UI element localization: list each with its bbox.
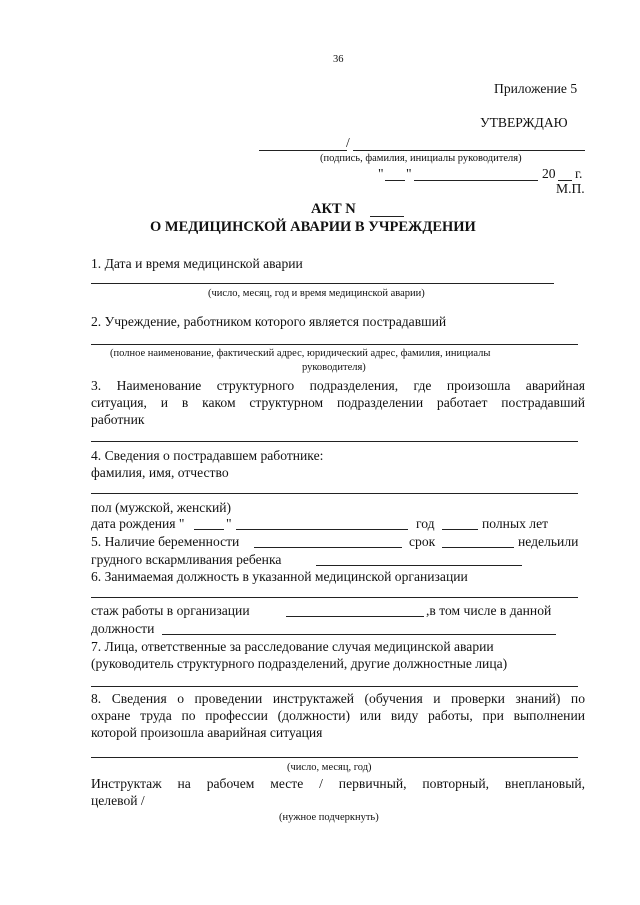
pregnancy-line [254,547,402,548]
section-7-line-1: 7. Лица, ответственные за расследование случая медицинской аварии [91,639,494,654]
date-month-line [414,180,538,181]
section-6-exp-label: стаж работы в организации [91,603,250,618]
name-line [353,150,585,151]
section-2-label: 2. Учреждение, работником которого является пострадавший [91,314,447,329]
signature-slash: / [346,135,350,150]
section-5-breastfeeding: грудного вскармливания ребенка [91,552,282,567]
section-4-birth-label: дата рождения " [91,516,185,531]
breastfeeding-line [316,565,522,566]
section-8-line-1: 8. Сведения о проведении инструктажей (обучения и проверки знаний) по [91,691,585,706]
section-4-birth-close: " [226,516,232,531]
signature-caption: (подпись, фамилия, инициалы руководителя) [320,153,522,164]
section-1-caption: (число, месяц, год и время медицинской аварии) [208,288,425,299]
section-8-line-3: которой произошла аварийная ситуация [91,725,323,740]
instruction-line-2: целевой / [91,793,145,808]
position-line [162,634,556,635]
section-7-line-2: (руководитель структурного подразделений, другие должностные лица) [91,656,508,671]
section-4-sex-label: пол (мужской, женский) [91,500,232,515]
section-4-year-label: год [416,516,435,531]
section-3-line-1: 3. Наименование структурного подразделения, где произошла аварийная [91,378,585,393]
birth-month-line [236,529,408,530]
section-5-weeks-label: недельили [518,534,579,549]
section-8-caption: (число, месяц, год) [287,762,372,773]
act-title: АКТ N [311,201,356,217]
section-5-term-label: срок [409,534,436,549]
section-4-label: 4. Сведения о пострадавшем работнике: [91,448,324,463]
act-subtitle: О МЕДИЦИНСКОЙ АВАРИИ В УЧРЕЖДЕНИИ [150,219,476,235]
date-quote-open: " [378,166,384,181]
section-2-caption-1: (полное наименование, фактический адрес, юридический адрес, фамилия, инициалы [110,348,491,359]
page-number: 36 [333,54,344,65]
section-6-label: 6. Занимаемая должность в указанной медицинской организации [91,569,468,584]
act-number-line [370,216,404,217]
section-4-full-years: полных лет [482,516,549,531]
date-year-suffix: г. [575,166,583,181]
section-1-line [91,283,554,284]
section-6-position-label: должности [91,621,155,636]
section-1-label: 1. Дата и время медицинской аварии [91,256,303,271]
section-3-line-3: работник [91,412,145,427]
section-4-name-label: фамилия, имя, отчество [91,465,229,480]
instruction-caption: (нужное подчеркнуть) [279,812,379,823]
approve-label: УТВЕРЖДАЮ [480,115,568,130]
experience-line [286,616,424,617]
section-7-line [91,686,578,687]
date-day-line [385,180,405,181]
date-quote-close: " [406,166,412,181]
term-line [442,547,514,548]
section-6-incl-label: ,в том числе в данной [426,603,552,618]
section-2-line [91,344,578,345]
section-3-line [91,441,578,442]
age-line [442,529,478,530]
section-8-line-2: охране труда по профессии (должности) или виду работы, при выполнении [91,708,585,723]
instruction-line-1: Инструктаж на рабочем месте / первичный, повторный, внеплановый, [91,776,585,791]
section-2-caption-2: руководителя) [302,362,366,373]
signature-line [259,150,347,151]
section-6-line [91,597,578,598]
birth-day-line [194,529,224,530]
appendix-label: Приложение 5 [494,81,578,96]
section-8-line [91,757,578,758]
section-5-label: 5. Наличие беременности [91,534,240,549]
date-year-prefix: 20 [542,166,556,181]
section-4-name-line [91,493,578,494]
section-3-line-2: ситуация, и в каком структурном подразделении работает пострадавший [91,395,585,410]
stamp-label: М.П. [556,181,585,196]
